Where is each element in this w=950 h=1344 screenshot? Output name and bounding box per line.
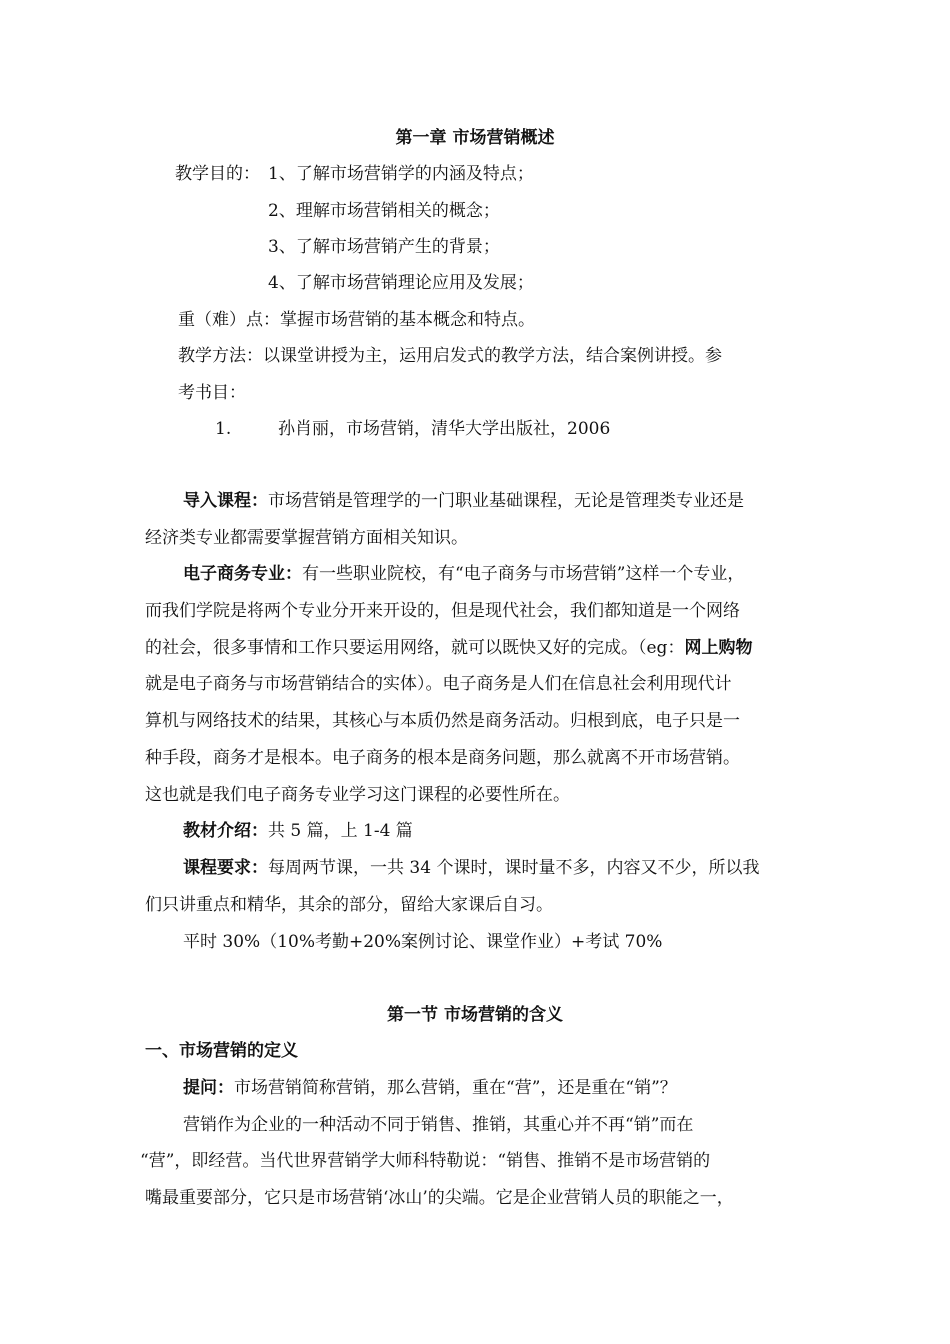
ecommerce-line-1 <box>183 563 744 585</box>
question-label: 提问： <box>183 1078 234 1098</box>
marketing-paragraph-line-2: “营”，即经营。当代世界营销学大师科特勒说：“销售、推销不是市场营销的 <box>140 1151 711 1171</box>
textbook-text: 共 5 篇，上 1-4 篇 <box>268 821 413 841</box>
teaching-method-line-1: 教学方法：以课堂讲授为主，运用启发式的教学方法，结合案例讲授。参 <box>178 346 722 366</box>
ecommerce-line-3 <box>145 637 752 659</box>
ecommerce-label: 电子商务专业： <box>183 564 302 584</box>
reference-number: 1. <box>215 419 232 439</box>
objective-item-4: 4、了解市场营销理论应用及发展； <box>268 273 534 293</box>
ecommerce-text: 有一些职业院校，有“电子商务与市场营销”这样一个专业， <box>302 564 745 584</box>
reference-text: 孙肖丽，市场营销，清华大学出版社，2006 <box>278 419 611 439</box>
intro-label: 导入课程： <box>183 491 268 511</box>
teaching-method-line-2: 考书目： <box>178 383 246 403</box>
requirements-label: 课程要求： <box>183 858 268 878</box>
intro-paragraph-line-2: 经济类专业都需要掌握营销方面相关知识。 <box>145 528 468 548</box>
textbook-label: 教材介绍： <box>183 821 268 841</box>
ecommerce-line-5: 算机与网络技术的结果，其核心与本质仍然是商务活动。归根到底，电子只是一 <box>145 711 740 731</box>
question-line <box>183 1077 677 1099</box>
ecommerce-line-4: 就是电子商务与市场营销结合的实体）。电子商务是人们在信息社会利用现代计 <box>145 674 732 694</box>
objectives-label: 教学目的： <box>175 164 260 184</box>
ecommerce-line-6: 种手段，商务才是根本。电子商务的根本是商务问题，那么就离不开市场营销。 <box>145 748 740 768</box>
section-title: 第一节 市场营销的含义 <box>387 1005 563 1025</box>
question-text: 市场营销简称营销，那么营销，重在“营”，还是重在“销”？ <box>234 1078 677 1098</box>
objective-item-1: 1、了解市场营销学的内涵及特点； <box>268 164 534 184</box>
objective-item-2: 2、理解市场营销相关的概念； <box>268 201 500 221</box>
marketing-paragraph-line-3: 嘴最重要部分，它只是市场营销‘冰山’的尖端。它是企业营销人员的职能之一， <box>145 1188 734 1208</box>
online-shopping-bold: 网上购物 <box>684 638 753 658</box>
objective-item-3: 3、了解市场营销产生的背景； <box>268 237 500 257</box>
marketing-paragraph-line-1: 营销作为企业的一种活动不同于销售、推销，其重心并不再“销”而在 <box>183 1115 694 1135</box>
requirements-line-2: 们只讲重点和精华，其余的部分，留给大家课后自习。 <box>145 895 553 915</box>
intro-paragraph-line-1 <box>183 490 744 512</box>
subsection-title: 一、市场营销的定义 <box>145 1041 298 1061</box>
requirements-line-1 <box>183 857 759 879</box>
ecommerce-line-3-text: 的社会，很多事情和工作只要运用网络，就可以既快又好的完成。（eg： <box>145 638 685 658</box>
ecommerce-line-7: 这也就是我们电子商务专业学习这门课程的必要性所在。 <box>145 785 570 805</box>
textbook-line <box>183 820 413 842</box>
ecommerce-line-2: 而我们学院是将两个专业分开来开设的，但是现代社会，我们都知道是一个网络 <box>145 601 740 621</box>
chapter-title: 第一章 市场营销概述 <box>395 128 555 148</box>
grading-line: 平时 30%（10%考勤+20%案例讨论、课堂作业）+考试 70% <box>183 932 663 952</box>
intro-text: 市场营销是管理学的一门职业基础课程，无论是管理类专业还是 <box>268 491 744 511</box>
requirements-text: 每周两节课，一共 34 个课时，课时量不多，内容又不少，所以我 <box>268 858 760 878</box>
key-points: 重（难）点：掌握市场营销的基本概念和特点。 <box>178 310 535 330</box>
